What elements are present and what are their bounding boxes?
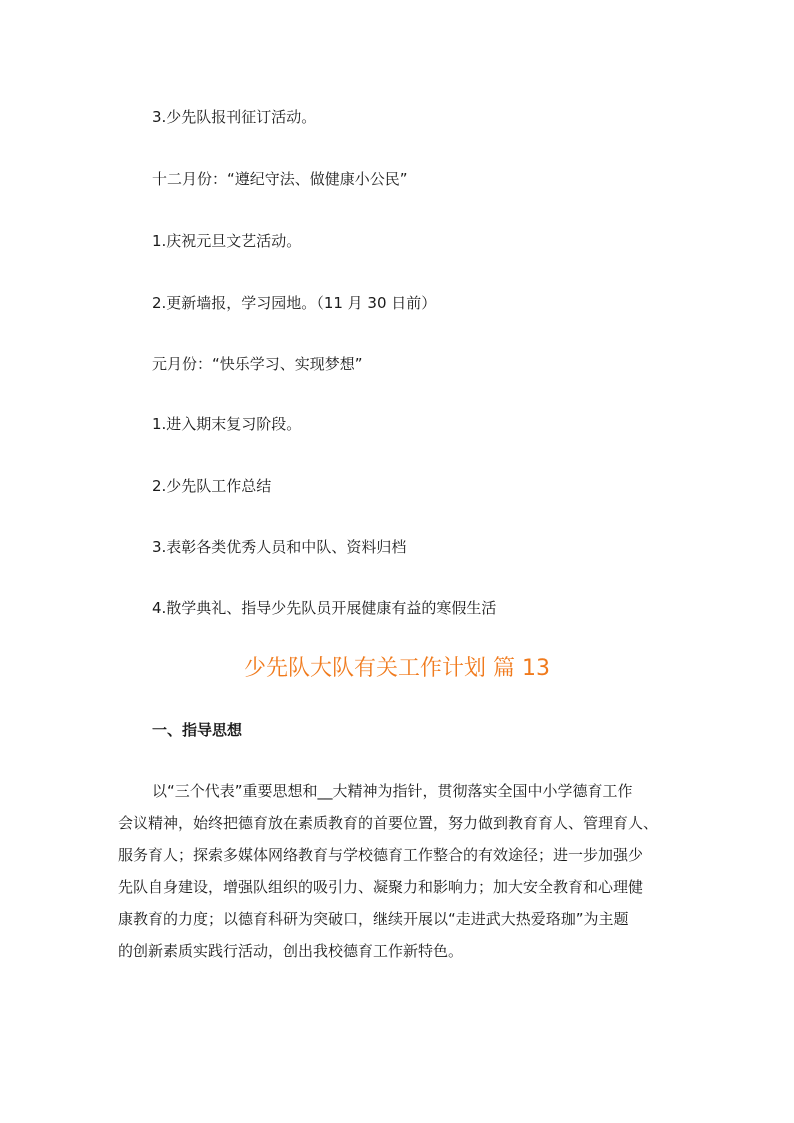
paragraph-line: 服务育人；探索多媒体网络教育与学校德育工作整合的有效途径；进一步加强少 (118, 846, 644, 864)
list-item: 4.散学典礼、指导少先队员开展健康有益的寒假生活 (152, 599, 497, 617)
paragraph-line: 康教育的力度；以德育科研为突破口，继续开展以“走进武大热爱珞珈”为主题 (118, 910, 629, 928)
paragraph-line: 会议精神，始终把德育放在素质教育的首要位置，努力做到教育育人、管理育人、 (118, 814, 659, 832)
list-item: 3.表彰各类优秀人员和中队、资料归档 (152, 538, 407, 556)
paragraph-line: 以“三个代表”重要思想和__大精神为指针，贯彻落实全国中小学德育工作 (152, 782, 633, 800)
list-item: 2.更新墙报，学习园地。（11 月 30 日前） (152, 294, 437, 312)
section-title: 少先队大队有关工作计划 篇 13 (244, 656, 550, 681)
subheading: 一、指导思想 (152, 721, 243, 739)
paragraph-line: 先队自身建设，增强队组织的吸引力、凝聚力和影响力；加大安全教育和心理健 (118, 878, 644, 896)
list-item: 1.进入期末复习阶段。 (152, 415, 302, 433)
list-item: 2.少先队工作总结 (152, 477, 272, 495)
month-heading-january: 元月份：“快乐学习、实现梦想” (152, 355, 363, 373)
body-paragraph (118, 775, 680, 967)
list-item: 1.庆祝元旦文艺活动。 (152, 232, 302, 250)
list-item: 3.少先队报刊征订活动。 (152, 108, 317, 126)
month-heading-december: 十二月份：“遵纪守法、做健康小公民” (152, 170, 408, 188)
paragraph-line: 的创新素质实践行活动，创出我校德育工作新特色。 (118, 942, 464, 960)
